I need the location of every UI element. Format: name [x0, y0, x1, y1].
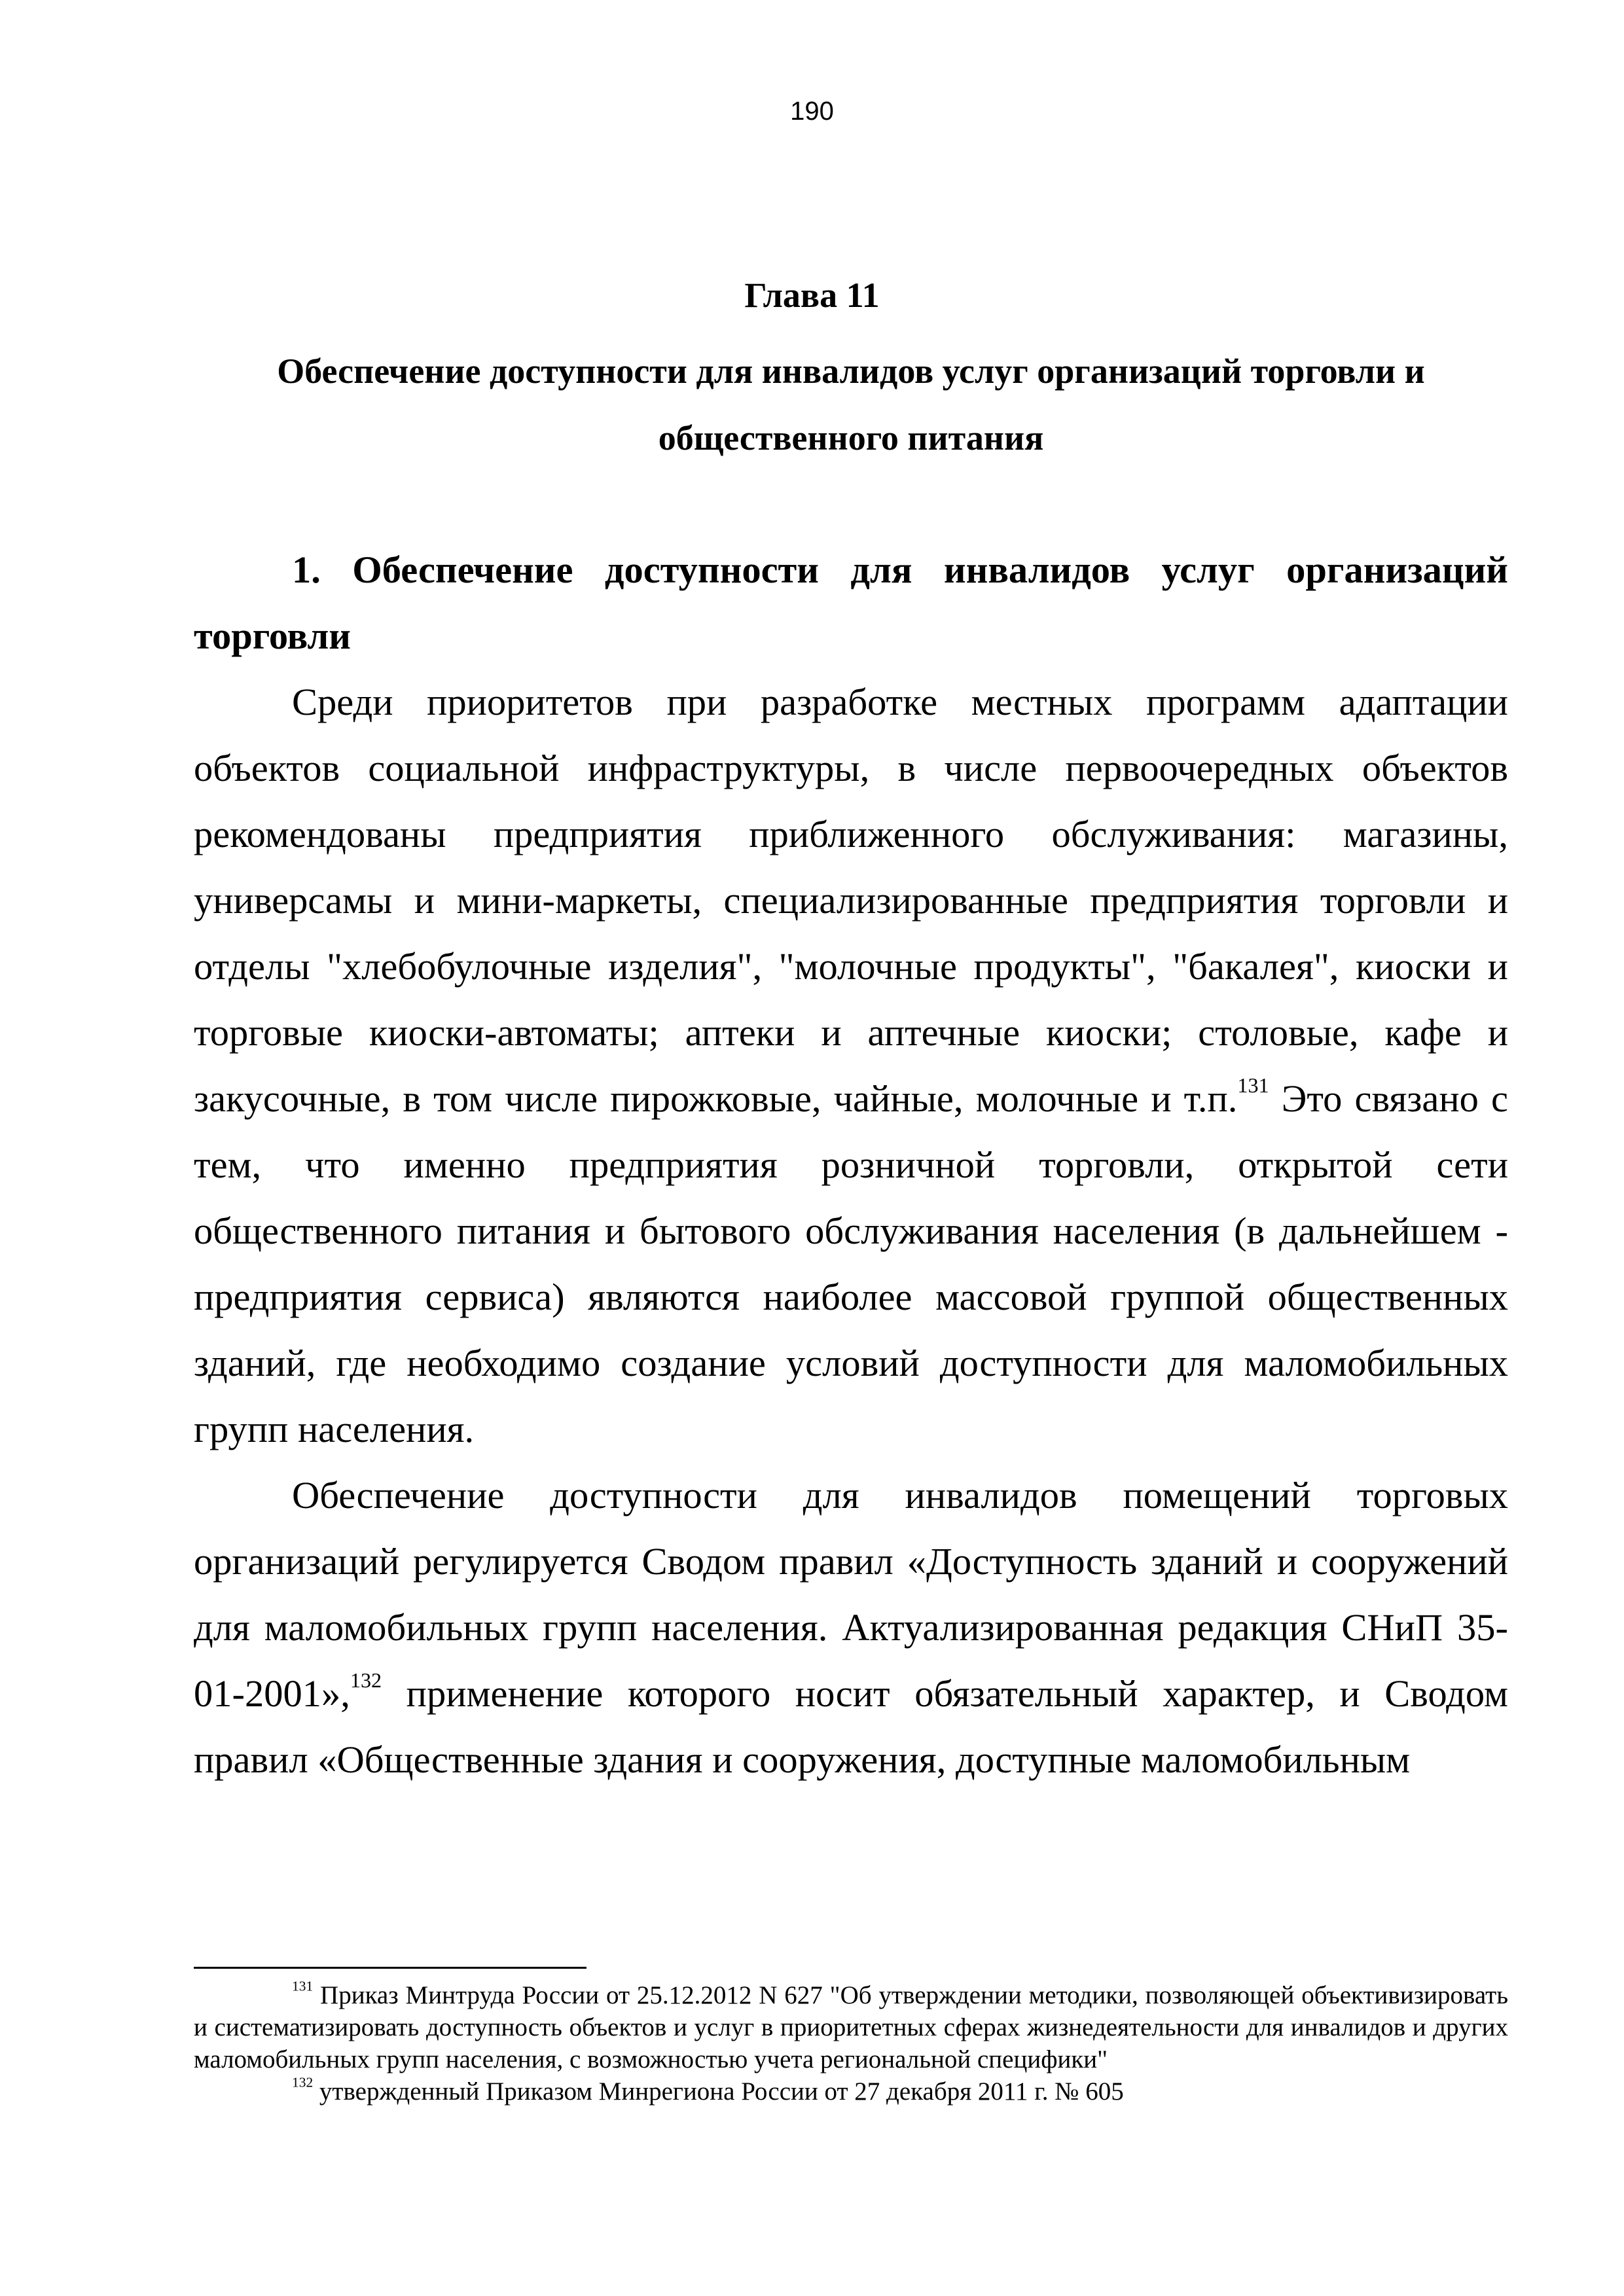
footnote-number: 132 [292, 2074, 314, 2090]
page-number: 190 [790, 97, 834, 126]
paragraph-1 [194, 669, 1508, 1462]
footnote-ref-132[interactable]: 132 [350, 1668, 382, 1693]
paragraph-2-text-a: Обеспечение доступности для инвалидов помещений торговых организаций регулируется Сводом правил «Доступность зданий и сооружений для маломобильных групп населения. Актуализированная редакция СНиП 35-01-2001», [194, 1474, 1508, 1715]
section-heading: 1. Обеспечение доступности для инвалидов услуг организаций торговли [194, 548, 1508, 657]
main-text [194, 537, 1508, 1793]
chapter-title: Обеспечение доступности для инвалидов услуг организаций торговли и общественного питания [277, 351, 1425, 457]
footnote-text: Приказ Минтруда России от 25.12.2012 N 627 "Об утверждении методики, позволяющей объективизировать и систематизировать доступность объектов и услуг в приоритетных сферах жизнедеятельности для инвалидов и других маломобильных групп населения, с возможностью учета региональной специфики" [194, 1981, 1508, 2073]
footnote-number: 131 [292, 1978, 314, 1994]
paragraph-1-text-a: Среди приоритетов при разработке местных программ адаптации объектов социальной инфраструктуры, в числе первоочередных объектов рекомендованы предприятия приближенного обслуживания: магазины, универсамы и мини-маркеты, специализированные предприятия торговли и отделы "хлебобулочные изделия", "молочные продукты", "бакалея", киоски и торговые киоски-автоматы; аптеки и аптечные киоски; столовые, кафе и закусочные, в том числе пирожковые, чайные, молочные и т.п. [194, 681, 1508, 1120]
footnotes [194, 1979, 1508, 2108]
footnote-132 [194, 2075, 1508, 2108]
paragraph-2 [194, 1462, 1508, 1793]
footnote-131 [194, 1979, 1508, 2075]
paragraph-2-text-b: применение которого носит обязательный характер, и Сводом правил «Общественные здания и сооружения, доступные маломобильным [194, 1672, 1508, 1781]
footnote-divider [194, 1967, 586, 1969]
footnote-text: утвержденный Приказом Минрегиона России от 27 декабря 2011 г. № 605 [313, 2077, 1124, 2106]
chapter-number: Глава 11 [744, 276, 880, 315]
paragraph-1-text-b: Это связано с тем, что именно предприятия розничной торговли, открытой сети общественного питания и бытового обслуживания населения (в дальнейшем - предприятия сервиса) являются наиболее массовой группой общественных зданий, где необходимо создание условий доступности для маломобильных групп населения. [194, 1077, 1508, 1450]
footnote-ref-131[interactable]: 131 [1237, 1073, 1269, 1098]
